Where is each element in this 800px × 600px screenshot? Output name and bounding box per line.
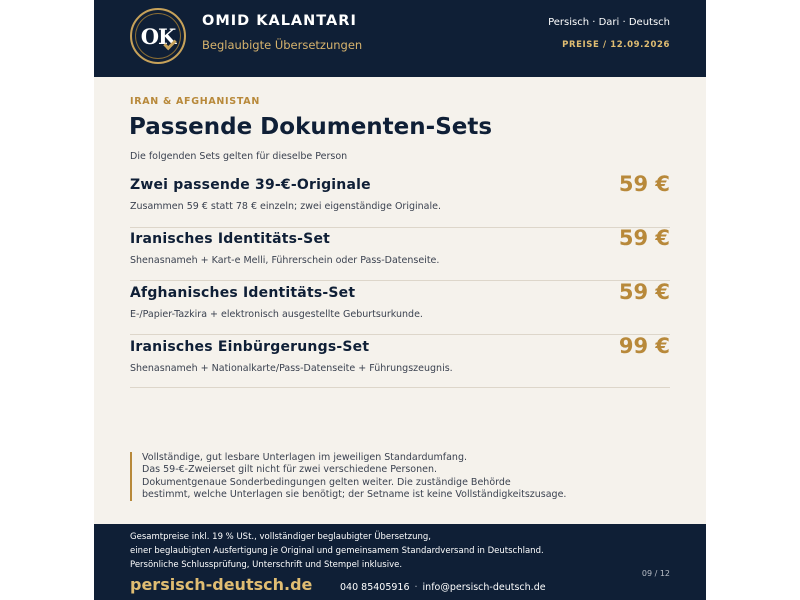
note-line: Das 59-€-Zweierset gilt nicht für zwei verschiedene Personen. — [142, 464, 438, 476]
set-name: Iranisches Identitäts-Set — [130, 231, 331, 247]
set-name: Afghanisches Identitäts-Set — [130, 285, 356, 301]
price-date-label: PREISE / 12.09.2026 — [562, 40, 670, 50]
page-subtitle: Die folgenden Sets gelten für dieselbe Person — [130, 151, 348, 162]
set-price: 99 € — [618, 334, 670, 358]
footer-bar — [94, 524, 706, 600]
set-name: Zwei passende 39-€-Originale — [130, 177, 371, 193]
contact-info — [340, 582, 546, 593]
set-description: E-/Papier-Tazkira + elektronisch ausgestellte Geburtsurkunde. — [130, 309, 423, 320]
ok-logo — [130, 8, 186, 64]
brand-name: OMID KALANTARI — [202, 13, 357, 29]
set-item — [130, 172, 670, 230]
divider — [130, 227, 670, 228]
logo-text: OK — [140, 23, 176, 49]
conditions-note — [130, 452, 670, 501]
section-kicker: IRAN & AFGHANISTAN — [130, 96, 260, 107]
header-bar — [94, 0, 706, 77]
footer-line: Persönliche Schlussprüfung, Unterschrift und Stempel inklusive. — [130, 559, 403, 570]
set-description: Shenasnameh + Kart-e Melli, Führerschein oder Pass-Datenseite. — [130, 255, 440, 266]
page-title: Passende Dokumenten-Sets — [129, 114, 493, 140]
set-price: 59 € — [618, 172, 670, 196]
set-name: Iranisches Einbürgerungs-Set — [130, 339, 370, 355]
set-item — [130, 280, 670, 338]
price-sheet-page — [94, 0, 706, 600]
footer-line: Gesamtpreise inkl. 19 % USt., vollständiger beglaubigter Übersetzung, — [130, 532, 431, 542]
phone-number[interactable]: 040 85405916 — [340, 582, 410, 593]
set-price: 59 € — [618, 280, 670, 304]
set-item — [130, 334, 670, 392]
languages-label: Persisch · Dari · Deutsch — [548, 17, 670, 28]
divider — [130, 334, 670, 335]
divider — [130, 280, 670, 281]
note-line: bestimmt, welche Unterlagen sie benötigt; der Setname ist keine Vollständigkeitszusage. — [142, 488, 567, 500]
footer-terms — [130, 531, 544, 572]
footer-line: einer beglaubigten Ausfertigung je Original und gemeinsamem Standardversand in Deutschland. — [130, 545, 544, 556]
website-link[interactable]: persisch-deutsch.de — [130, 575, 313, 594]
contact-separator: · — [414, 582, 418, 593]
brand-subtitle: Beglaubigte Übersetzungen — [202, 38, 363, 52]
set-price: 59 € — [618, 226, 670, 250]
email-address[interactable]: info@persisch-deutsch.de — [422, 582, 546, 593]
page-number: 09 / 12 — [641, 569, 670, 578]
set-item — [130, 226, 670, 284]
divider — [130, 387, 670, 388]
note-line: Vollständige, gut lesbare Unterlagen im jeweiligen Standardumfang. — [142, 452, 467, 463]
set-description: Zusammen 59 € statt 78 € einzeln; zwei eigenständige Originale. — [130, 201, 441, 212]
set-description: Shenasnameh + Nationalkarte/Pass-Datenseite + Führungszeugnis. — [130, 363, 453, 374]
note-line: Dokumentgenaue Sonderbedingungen gelten weiter. Die zuständige Behörde — [142, 476, 511, 488]
